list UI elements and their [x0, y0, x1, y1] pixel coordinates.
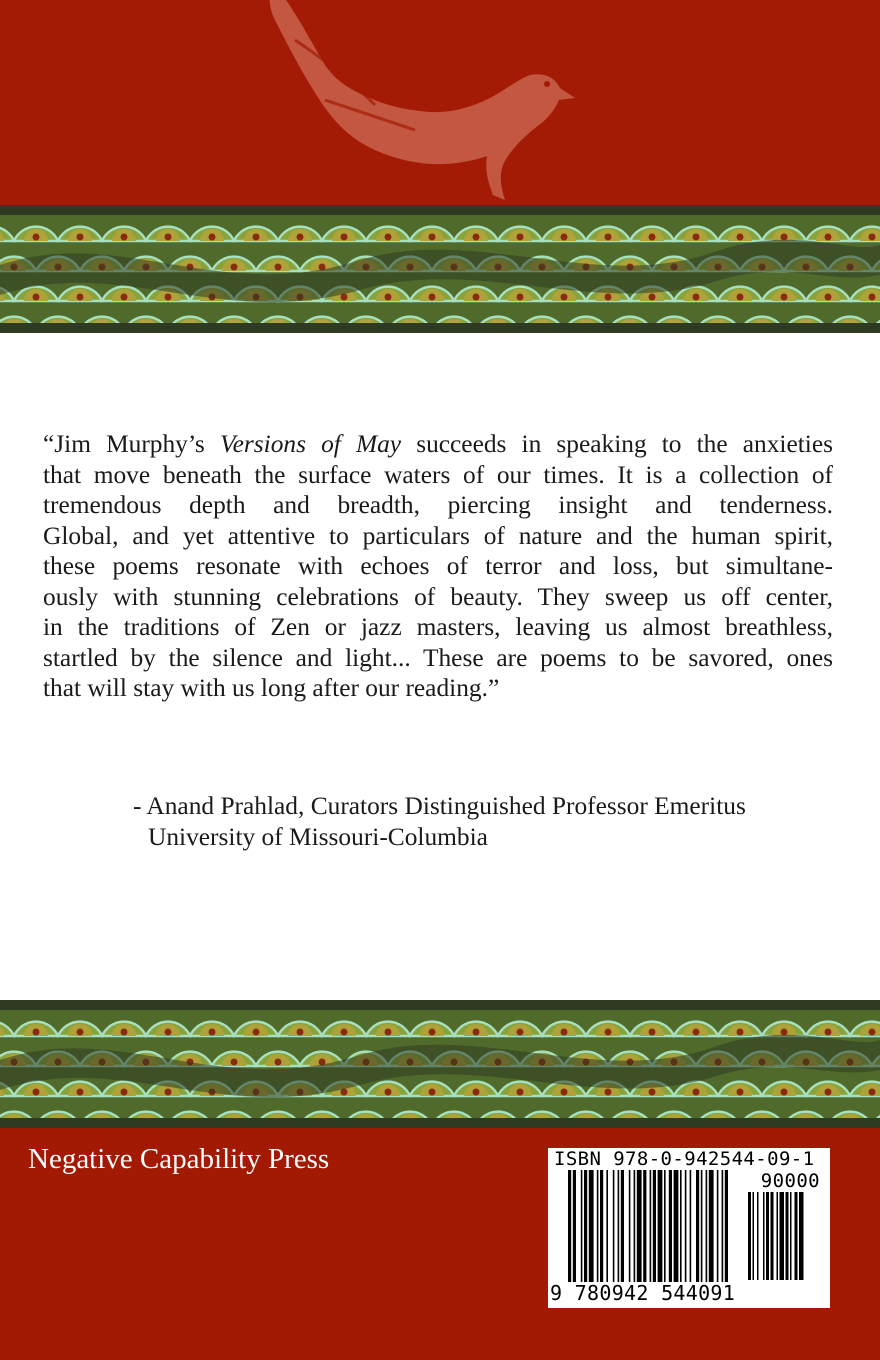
- barcode-bar: [696, 1170, 699, 1282]
- barcode-bar: [685, 1170, 687, 1282]
- scale-pattern: [0, 205, 880, 333]
- barcode-bar: [722, 1170, 724, 1282]
- barcode-bar: [709, 1170, 714, 1282]
- barcode-bar: [717, 1170, 719, 1282]
- barcode-bar: [629, 1170, 631, 1282]
- barcode-bar: [584, 1170, 587, 1282]
- scale-pattern: [0, 1000, 880, 1128]
- barcode-addon-bar: [799, 1192, 804, 1280]
- quote-line: ously with stunning celebrations of beauty. They sweep us off center,: [43, 582, 833, 611]
- barcode-addon-bar: [790, 1192, 792, 1280]
- decorative-pattern-strip-top: [0, 205, 880, 333]
- barcode-addon-bar: [771, 1192, 774, 1280]
- barcode-bar: [706, 1170, 708, 1282]
- barcode-bar: [597, 1170, 599, 1282]
- barcode-addon-bar: [757, 1192, 759, 1280]
- quote-line: tremendous depth and breadth, piercing insight and tenderness.: [43, 491, 833, 519]
- quote-attribution: [133, 791, 853, 853]
- attribution-affiliation: University of Missouri-Columbia: [148, 823, 488, 851]
- barcode-addon-bar: [795, 1192, 798, 1280]
- decorative-pattern-strip-bottom: [0, 1000, 880, 1128]
- review-quote: [43, 429, 833, 704]
- barcode-bar: [664, 1170, 666, 1282]
- barcode-bar: [613, 1170, 615, 1282]
- bird-illustration: [255, 0, 595, 205]
- quote-line: that move beneath the surface waters of our times. It is a collection of: [43, 460, 833, 489]
- barcode-bar: [674, 1170, 679, 1282]
- quote-line: these poems resonate with echoes of terror and loss, but simultane-: [43, 552, 833, 580]
- publisher-name: Negative Capability Press: [28, 1143, 330, 1175]
- ean-digits: 9 780942 544091: [550, 1281, 736, 1305]
- barcode-bar: [690, 1170, 692, 1282]
- quote-line: Global, and yet attentive to particulars of nature and the human spirit,: [43, 521, 833, 550]
- quote-line: startled by the silence and light... These are poems to be savored, ones: [43, 643, 833, 672]
- barcode-addon-bar: [748, 1192, 751, 1280]
- barcode-bar: [618, 1170, 620, 1282]
- barcode-addon-bar: [753, 1192, 755, 1280]
- isbn-barcode: [548, 1148, 830, 1308]
- barcode-addon-bar: [780, 1192, 785, 1280]
- barcode-bar: [680, 1170, 682, 1282]
- barcode-addon-bar: [786, 1192, 789, 1280]
- barcode-addon-bar: [777, 1192, 779, 1280]
- quote-line: that will stay with us long after our reading.”: [43, 674, 500, 702]
- barcode-bar: [589, 1170, 594, 1282]
- barcode-bar: [637, 1170, 642, 1282]
- barcode-addon-bar: [763, 1192, 765, 1280]
- barcode-bar: [650, 1170, 652, 1282]
- attribution-author: - Anand Prahlad, Curators Distinguished Professor Emeritus: [133, 792, 746, 820]
- barcode-bar: [621, 1170, 624, 1282]
- barcode-bar: [669, 1170, 672, 1282]
- barcode-bar: [658, 1170, 663, 1282]
- price-code: 90000: [760, 1170, 820, 1192]
- barcode-bar: [600, 1170, 603, 1282]
- barcode-bar: [581, 1170, 583, 1282]
- quote-line: in the traditions of Zen or jazz masters, leaving us almost breathless,: [43, 613, 833, 641]
- book-title: Versions of May: [219, 430, 402, 458]
- barcode-bar: [643, 1170, 646, 1282]
- blurb-panel: [0, 333, 880, 1000]
- barcode-bar: [573, 1170, 576, 1282]
- top-red-band: [0, 0, 880, 205]
- barcode-bar: [606, 1170, 608, 1282]
- barcode-bar: [634, 1170, 636, 1282]
- isbn-number: ISBN 978-0-942544-09-1: [554, 1148, 815, 1170]
- barcode-bar: [725, 1170, 728, 1282]
- barcode-bar: [653, 1170, 656, 1282]
- barcode-addon-bar: [766, 1192, 769, 1280]
- quote-line-1: “Jim Murphy’s Versions of May succeeds in speaking to the anxieties: [43, 430, 833, 458]
- barcode-bar: [701, 1170, 703, 1282]
- barcode-bar: [568, 1170, 571, 1282]
